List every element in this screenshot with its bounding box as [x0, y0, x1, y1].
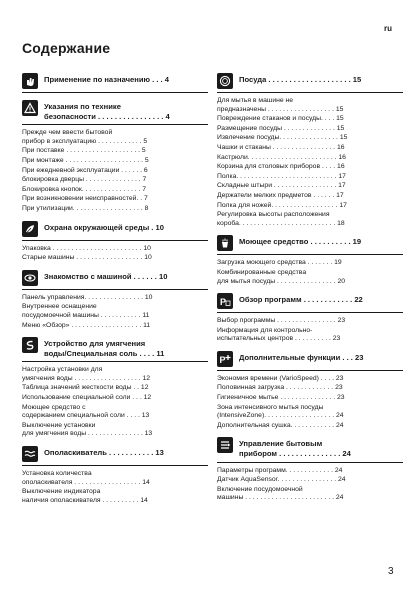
toc-entry-line: Панель управления. . . . . . . . . . . . . . . . 10	[22, 293, 153, 301]
toc-entry-line: Комбинированные средства	[217, 268, 307, 276]
toc-entry[interactable]	[217, 192, 403, 201]
toc-entry-line: Держатели мелких предметов . . . . . . 17	[217, 191, 344, 199]
toc-entry[interactable]	[22, 167, 208, 176]
operation-icon	[217, 437, 233, 453]
dishes-icon	[217, 73, 233, 89]
toc-entry[interactable]	[22, 488, 208, 505]
toc-entry-line: Параметры программ. . . . . . . . . . . . . 24	[217, 466, 343, 474]
toc-entry[interactable]	[217, 97, 403, 114]
toc-entry[interactable]	[217, 144, 403, 153]
toc-section-heading[interactable]	[22, 99, 208, 125]
toc-entry[interactable]	[22, 384, 208, 393]
toc-entry-line: Полка для ножей. . . . . . . . . . . . . . . . . . 17	[217, 201, 347, 209]
toc-entry-line: Меню «Обзор» . . . . . . . . . . . . . . . . . . . 11	[22, 321, 151, 329]
toc-section-title-line: воды/Специальная соль . . . . 11	[44, 348, 165, 358]
toc-entry[interactable]	[22, 254, 208, 263]
toc-entry[interactable]	[22, 404, 208, 421]
toc-entry[interactable]	[217, 327, 403, 344]
toc-entry-line: Выключение установки	[22, 421, 96, 429]
toc-section-title	[239, 436, 403, 458]
toc-section-heading[interactable]	[217, 350, 403, 371]
toc-section-heading[interactable]	[22, 445, 208, 466]
toc-entry-line: машины . . . . . . . . . . . . . . . . . . . . . . . . 24	[217, 494, 344, 502]
toc-entry[interactable]	[217, 211, 403, 228]
hand-icon	[22, 73, 38, 89]
toc-entry[interactable]	[217, 467, 403, 476]
eye-icon	[22, 270, 38, 286]
svg-text:P: P	[220, 296, 227, 307]
programs-icon	[217, 293, 233, 309]
toc-section-heading[interactable]	[217, 72, 403, 93]
toc-section-title-line: Знакомство с машиной . . . . . . 10	[44, 271, 168, 281]
toc-entry[interactable]	[22, 147, 208, 156]
toc-entry-line: прибор в эксплуатацию . . . . . . . . . . . . 5	[22, 137, 148, 145]
toc-entry[interactable]	[217, 476, 403, 485]
toc-entry-line: Размещение посуды . . . . . . . . . . . . . . 15	[217, 124, 345, 132]
toc-entry-line: При возникновении неисправностей. . 7	[22, 195, 148, 203]
toc-entry-line: Зона интенсивного мытья посуды	[217, 403, 324, 411]
toc-entry-line: Внутреннее оснащение	[22, 303, 97, 311]
toc-entry[interactable]	[217, 163, 403, 172]
toc-section-heading[interactable]	[22, 336, 208, 362]
toc-entry-line: Полка. . . . . . . . . . . . . . . . . . . . . . . . . . . 17	[217, 172, 346, 180]
toc-section-title-line: Ополаскиватель . . . . . . . . . . . 13	[44, 448, 164, 458]
toc-entry[interactable]	[217, 404, 403, 421]
toc-section-heading[interactable]	[217, 436, 403, 462]
toc-entry[interactable]	[217, 182, 403, 191]
toc-entry-line: Извлечение посуды. . . . . . . . . . . . . . . . 15	[217, 134, 348, 142]
toc-entry-line: Выключение индикатора	[22, 488, 101, 496]
toc-entry-line: умягчения воды . . . . . . . . . . . . . . . . . . 12	[22, 374, 151, 382]
warning-icon	[22, 100, 38, 116]
toc-section	[217, 292, 403, 344]
toc-entry[interactable]	[22, 394, 208, 403]
toc-entry-line: Датчик AquaSensor. . . . . . . . . . . . . . . . 24	[217, 476, 346, 484]
toc-entry-line: Загрузка моющего средства . . . . . . . 19	[217, 259, 342, 267]
toc-section-heading[interactable]	[22, 269, 208, 290]
toc-entry[interactable]	[217, 202, 403, 211]
toc-section-title	[239, 350, 403, 363]
toc-section-title	[44, 336, 208, 358]
toc-section	[22, 72, 208, 93]
toc-entry[interactable]	[22, 294, 208, 303]
toc-section-title	[44, 445, 208, 458]
toc-entry-line: При ежедневной эксплуатации . . . . . . 6	[22, 166, 148, 174]
toc-entry-line: Складные штыри . . . . . . . . . . . . . . . . . 17	[217, 182, 346, 190]
toc-section	[217, 350, 403, 431]
toc-section	[217, 72, 403, 228]
detergent-icon	[217, 235, 233, 251]
toc-section-heading[interactable]	[22, 72, 208, 93]
toc-section-title	[44, 99, 208, 121]
toc-entry-line: Упаковка . . . . . . . . . . . . . . . . . . . . . . . . 10	[22, 244, 151, 252]
toc-entry[interactable]	[217, 269, 403, 286]
toc-section-title	[239, 292, 403, 305]
toc-section-title	[239, 72, 403, 85]
toc-entry-line: При поставке . . . . . . . . . . . . . . . . . . . . 5	[22, 147, 146, 155]
toc-entry[interactable]	[22, 303, 208, 320]
toc-entry-line: (IntensiveZone). . . . . . . . . . . . . . . . . . . 24	[217, 412, 344, 420]
toc-entry[interactable]	[217, 173, 403, 182]
toc-section-title-line: Применение по назначению . . . 4	[44, 75, 170, 84]
toc-section-title-line: прибором . . . . . . . . . . . . . . . 24	[239, 449, 351, 459]
toc-entry[interactable]	[22, 176, 208, 185]
toc-entry-line: При монтаже . . . . . . . . . . . . . . . . . . . . . 5	[22, 156, 149, 164]
toc-entry-line: Для мытья в машине не	[217, 97, 294, 104]
toc-section	[22, 99, 208, 214]
toc-section	[217, 234, 403, 286]
toc-section-title-line: Дополнительные функции . . . 23	[239, 352, 364, 362]
toc-section-title-line: Указания по технике	[44, 102, 121, 111]
toc-entry-line: Кастрюли. . . . . . . . . . . . . . . . . . . . . . . . 16	[217, 153, 346, 161]
toc-section-title-line: Охрана окружающей среды . 10	[44, 222, 164, 232]
toc-entry-line: содержанием специальной соли . . . . 13	[22, 412, 150, 420]
toc-section	[22, 220, 208, 263]
toc-section-title-line: Устройство для умягчения	[44, 339, 146, 349]
toc-entry-line: Установка количества	[22, 470, 92, 478]
toc-entry-line: для мытья посуды . . . . . . . . . . . . . . . . 20	[217, 277, 346, 285]
toc-entry-line: предназначены . . . . . . . . . . . . . . . . . . 15	[217, 105, 344, 113]
softener-icon	[22, 337, 38, 353]
toc-section	[22, 269, 208, 330]
toc-section-title-line: Управление бытовым	[239, 439, 323, 449]
toc-entry-line: Повреждение стаканов и посуды. . . . 15	[217, 115, 344, 123]
toc-entry[interactable]	[22, 186, 208, 195]
toc-section-title	[44, 72, 208, 85]
toc-section-heading[interactable]	[217, 234, 403, 255]
toc-section-title-line: Моющее средство . . . . . . . . . . 19	[239, 237, 362, 247]
toc-entry-line: Регулировка высоты расположения	[217, 211, 330, 219]
rinse-aid-icon	[22, 446, 38, 462]
page-number: 3	[388, 566, 394, 577]
toc-entry-line: Таблица значений жесткости воды . . 12	[22, 384, 149, 392]
toc-entry[interactable]	[217, 375, 403, 384]
toc-entry-line: Использование специальной соли . . . 12	[22, 394, 152, 402]
toc-entry-line: Дополнительная сушка. . . . . . . . . . . . 24	[217, 421, 344, 429]
toc-section	[217, 436, 403, 503]
toc-entry[interactable]	[217, 317, 403, 326]
toc-entry-line: Экономия времени (VarioSpeed) . . . . 23	[217, 374, 344, 382]
toc-entry[interactable]	[217, 259, 403, 268]
toc-entry[interactable]	[22, 245, 208, 254]
toc-entry-line: Прежде чем ввести бытовой	[22, 129, 113, 137]
toc-entry-line: Включение посудомоечной	[217, 485, 303, 493]
toc-entry-line: Блокировка кнопок. . . . . . . . . . . . . . . . 7	[22, 185, 147, 193]
page-title: Содержание	[22, 40, 111, 56]
toc-entry[interactable]	[22, 470, 208, 487]
toc-entry-line: ополаскивателя . . . . . . . . . . . . . . . . . . 14	[22, 478, 150, 486]
toc-entry-line: Выбор программы . . . . . . . . . . . . . . . . 23	[217, 317, 346, 325]
toc-section-title	[239, 234, 403, 247]
toc-column-right	[217, 72, 403, 509]
toc-entry[interactable]	[217, 134, 403, 143]
toc-column-left	[22, 72, 208, 511]
toc-section-title	[44, 220, 208, 233]
toc-entry-line: Информация для контрольно-	[217, 326, 313, 334]
toc-entry-line: короба. . . . . . . . . . . . . . . . . . . . . . . . . . 18	[217, 219, 345, 227]
toc-section-title-line: Обзор программ . . . . . . . . . . . . 22	[239, 295, 363, 305]
toc-entry[interactable]	[217, 154, 403, 163]
toc-section-heading[interactable]	[217, 292, 403, 313]
toc-entry[interactable]	[22, 205, 208, 214]
toc-entry-line: блокировка дверцы . . . . . . . . . . . . . . . 7	[22, 176, 147, 184]
toc-entry-line: Настройка установки для	[22, 366, 103, 374]
toc-entry[interactable]	[22, 422, 208, 439]
svg-text:P: P	[219, 354, 226, 365]
toc-entry-line: Корзина для столовых приборов . . . . 16	[217, 163, 345, 171]
language-code: ru	[384, 24, 392, 33]
toc-section-title-line: Посуда . . . . . . . . . . . . . . . . . . . . 15	[239, 75, 362, 84]
toc-entry-line: Половинная загрузка . . . . . . . . . . . . . 23	[217, 384, 343, 392]
toc-entry[interactable]	[22, 157, 208, 166]
toc-entry-line: посудомоечной машины . . . . . . . . . . . 11	[22, 311, 150, 319]
toc-entry-line: При утилизации. . . . . . . . . . . . . . . . . . . 8	[22, 204, 149, 212]
toc-entry[interactable]	[22, 366, 208, 383]
toc-entry[interactable]	[22, 195, 208, 204]
toc-entry-line: наличия ополаскивателя . . . . . . . . . . 14	[22, 496, 148, 504]
toc-entry[interactable]	[217, 486, 403, 503]
plus-icon	[217, 351, 233, 367]
toc-entry-line: Старые машины . . . . . . . . . . . . . . . . . . 10	[22, 254, 152, 262]
toc-entry[interactable]	[22, 322, 208, 331]
toc-entry[interactable]	[217, 115, 403, 124]
toc-entry[interactable]	[217, 394, 403, 403]
toc-section-heading[interactable]	[22, 220, 208, 241]
toc-section-title-line: безопасности . . . . . . . . . . . . . . . . 4	[44, 111, 170, 121]
toc-entry-line: Гигиеничное мытье . . . . . . . . . . . . . . . 23	[217, 394, 345, 402]
toc-section-title	[44, 269, 208, 282]
environment-icon	[22, 221, 38, 237]
toc-entry-line: испытательных центров . . . . . . . . . . 23	[217, 335, 341, 343]
toc-entry-line: Чашки и стаканы . . . . . . . . . . . . . . . . . 16	[217, 143, 345, 151]
toc-entry[interactable]	[217, 125, 403, 134]
toc-entry[interactable]	[217, 384, 403, 393]
toc-entry[interactable]	[22, 129, 208, 146]
toc-entry-line: для умягчения воды . . . . . . . . . . . . . . . 13	[22, 430, 153, 438]
toc-section	[22, 336, 208, 439]
toc-entry[interactable]	[217, 422, 403, 431]
toc-entry-line: Моющее средство с	[22, 403, 86, 411]
toc-section	[22, 445, 208, 505]
